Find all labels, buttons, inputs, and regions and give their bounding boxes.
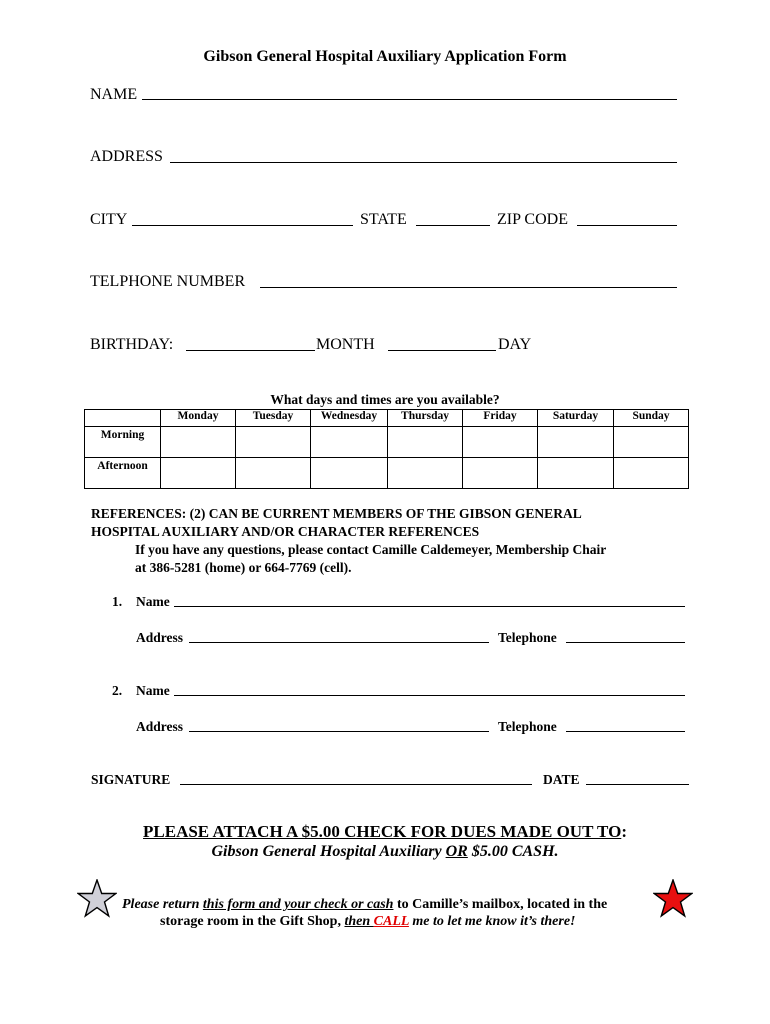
signature-label: SIGNATURE (91, 772, 171, 787)
dues-colon: : (621, 822, 627, 841)
date-field[interactable] (586, 784, 689, 785)
telephone-field[interactable] (260, 287, 677, 288)
return-note-e: me to let me know it’s there! (408, 914, 576, 929)
reference-2-address-field[interactable] (189, 731, 489, 732)
availability-row-afternoon (85, 458, 689, 489)
reference-2-name-field[interactable] (174, 695, 685, 696)
reference-1-name-label: Name (136, 594, 170, 609)
availability-cell[interactable] (236, 427, 311, 458)
dues-payee-a: Gibson General Hospital Auxiliary (211, 843, 446, 860)
dues-instruction (0, 822, 770, 842)
day-label: DAY (498, 336, 532, 353)
availability-question: What days and times are you available? (270, 392, 500, 407)
reference-2-address-label: Address (136, 719, 184, 734)
row-label: Afternoon (85, 458, 161, 489)
page-title: Gibson General Hospital Auxiliary Application Form (203, 48, 567, 65)
availability-cell[interactable] (614, 458, 689, 489)
name-label: NAME (90, 86, 138, 103)
month-label: MONTH (316, 336, 375, 353)
availability-cell[interactable] (311, 427, 388, 458)
telephone-label: TELPHONE NUMBER (90, 273, 246, 290)
dues-line-1: PLEASE ATTACH A $5.00 CHECK FOR DUES MADE OUT TO (143, 822, 622, 841)
references-heading-1: REFERENCES: (2) CAN BE CURRENT MEMBERS OF THE GIBSON GENERAL (91, 506, 582, 521)
availability-cell[interactable] (614, 427, 689, 458)
day-header: Tuesday (236, 410, 311, 427)
signature-field[interactable] (180, 784, 532, 785)
month-field[interactable] (388, 350, 496, 351)
address-field[interactable] (170, 162, 677, 163)
star-icon (653, 879, 693, 919)
reference-1-name-field[interactable] (174, 606, 685, 607)
return-note-line-1 (122, 897, 607, 913)
name-field[interactable] (142, 99, 677, 100)
reference-2-telephone-field[interactable] (566, 731, 685, 732)
address-label: ADDRESS (90, 148, 163, 165)
reference-1-number: 1. (112, 594, 123, 609)
day-header: Wednesday (311, 410, 388, 427)
reference-1-address-field[interactable] (189, 642, 489, 643)
dues-payee-b: $5.00 CASH. (467, 843, 559, 860)
reference-1-telephone-label: Telephone (498, 630, 557, 645)
references-contact-1: If you have any questions, please contact Camille Caldemeyer, Membership Chair (135, 542, 607, 557)
reference-1-address-label: Address (136, 630, 184, 645)
zip-label: ZIP CODE (497, 211, 568, 228)
return-note-c: to Camille’s mailbox, located in the (393, 897, 608, 912)
state-label: STATE (360, 211, 407, 228)
return-note-line-2 (160, 914, 576, 930)
availability-cell[interactable] (236, 458, 311, 489)
availability-cell[interactable] (538, 458, 614, 489)
dues-payee (0, 843, 770, 861)
availability-cell[interactable] (463, 427, 538, 458)
return-note-a: Please return (122, 897, 203, 912)
availability-cell[interactable] (463, 458, 538, 489)
availability-row-morning (85, 427, 689, 458)
return-note-b: this form and your check or cash (202, 897, 394, 912)
day-header: Sunday (614, 410, 689, 427)
availability-table (84, 409, 689, 489)
day-header: Friday (463, 410, 538, 427)
availability-cell[interactable] (388, 427, 463, 458)
reference-2-name-label: Name (136, 683, 170, 698)
day-header: Saturday (538, 410, 614, 427)
availability-cell[interactable] (161, 427, 236, 458)
day-header: Thursday (388, 410, 463, 427)
references-contact-2: at 386-5281 (home) or 664-7769 (cell). (135, 560, 352, 575)
availability-header-row (85, 410, 689, 427)
birthday-year-field[interactable] (186, 350, 315, 351)
reference-1-telephone-field[interactable] (566, 642, 685, 643)
reference-2-number: 2. (112, 683, 123, 698)
day-header: Monday (161, 410, 236, 427)
date-label: DATE (543, 772, 580, 787)
return-note-call: CALL (373, 914, 409, 929)
city-field[interactable] (132, 225, 353, 226)
return-note-d: storage room in the Gift Shop, (160, 914, 345, 929)
city-label: CITY (90, 211, 128, 228)
references-heading-2: HOSPITAL AUXILIARY AND/OR CHARACTER REFERENCES (91, 524, 480, 539)
state-field[interactable] (416, 225, 490, 226)
zip-field[interactable] (577, 225, 677, 226)
availability-cell[interactable] (161, 458, 236, 489)
row-label: Morning (85, 427, 161, 458)
dues-or: OR (445, 843, 468, 860)
reference-2-telephone-label: Telephone (498, 719, 557, 734)
availability-cell[interactable] (538, 427, 614, 458)
availability-cell[interactable] (388, 458, 463, 489)
birthday-label: BIRTHDAY: (90, 336, 174, 353)
corner-cell (85, 410, 161, 427)
star-icon (77, 879, 117, 919)
return-note-then: then (344, 914, 374, 929)
availability-cell[interactable] (311, 458, 388, 489)
